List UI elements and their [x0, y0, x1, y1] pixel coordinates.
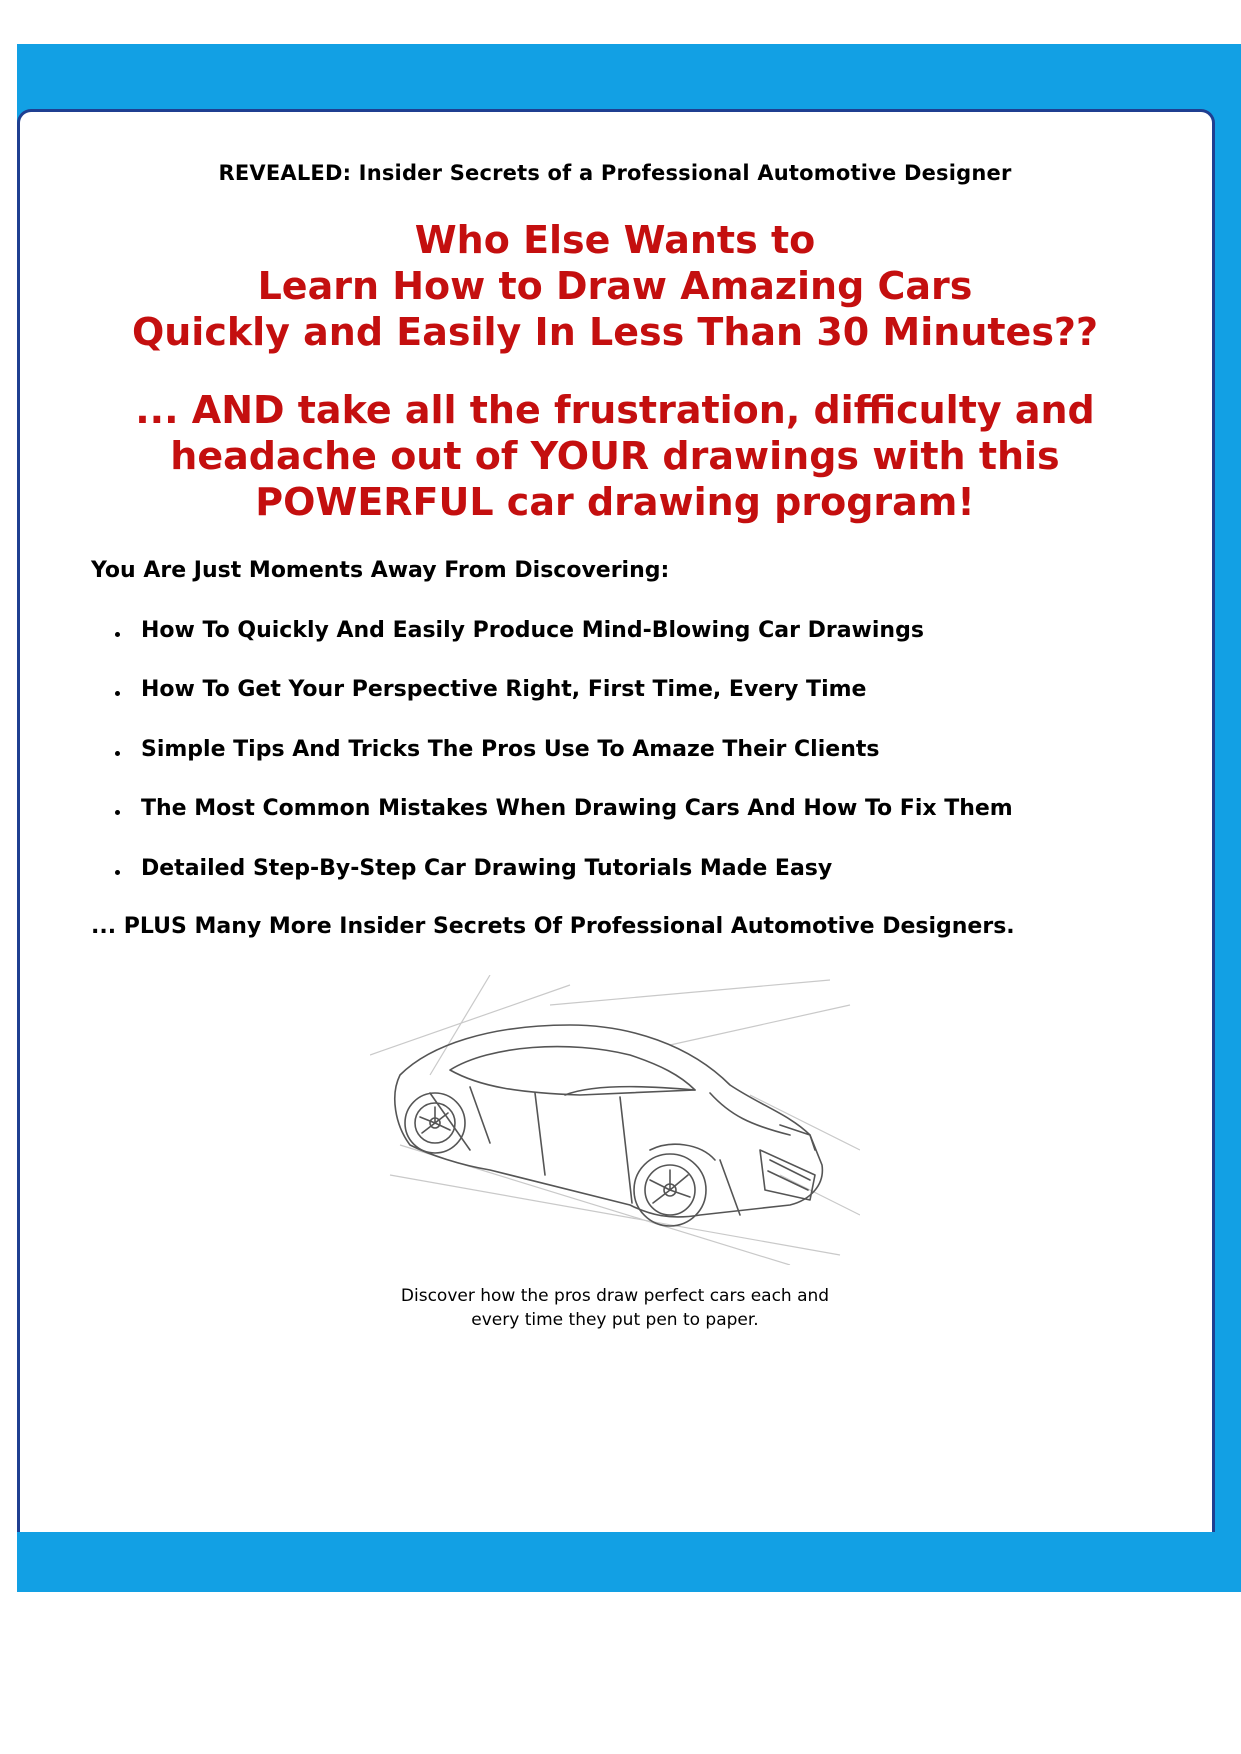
- subheadline: [0, 387, 1230, 525]
- caption-line-1: Discover how the pros draw perfect cars each and: [400, 1286, 830, 1306]
- bullet-dot-icon: [115, 691, 120, 696]
- list-item-text: How To Get Your Perspective Right, First Time, Every Time: [141, 677, 867, 702]
- list-item-text: The Most Common Mistakes When Drawing Cars And How To Fix Them: [141, 796, 1013, 821]
- list-item-text: Detailed Step-By-Step Car Drawing Tutorials Made Easy: [141, 856, 833, 881]
- bullet-dot-icon: [115, 632, 120, 637]
- list-item-text: Simple Tips And Tricks The Pros Use To Amaze Their Clients: [141, 737, 880, 762]
- list-item: [141, 796, 1013, 821]
- list-item: [141, 737, 879, 762]
- list-item-text: How To Quickly And Easily Produce Mind-Blowing Car Drawings: [141, 618, 924, 643]
- car-sketch-image: [370, 975, 860, 1265]
- headline-line-1: Who Else Wants to: [414, 218, 816, 262]
- headline-line-3: Quickly and Easily In Less Than 30 Minutes??: [131, 310, 1099, 354]
- blue-frame-bottom: [17, 1532, 1241, 1592]
- list-item: [141, 677, 866, 702]
- intro-line: You Are Just Moments Away From Discovering:: [91, 558, 670, 583]
- plus-line: ... PLUS Many More Insider Secrets Of Professional Automotive Designers.: [91, 914, 1015, 939]
- list-item: [141, 856, 832, 881]
- headline-line-2: Learn How to Draw Amazing Cars: [257, 264, 973, 308]
- subheadline-line-1: ... AND take all the frustration, difficulty and: [135, 388, 1095, 432]
- bullet-dot-icon: [115, 810, 120, 815]
- pre-headline: REVEALED: Insider Secrets of a Professional Automotive Designer: [218, 161, 1012, 185]
- subheadline-line-3: POWERFUL car drawing program!: [255, 480, 975, 524]
- caption-line-2: every time they put pen to paper.: [471, 1310, 759, 1330]
- bullet-dot-icon: [115, 870, 120, 875]
- headline: [0, 217, 1230, 355]
- bullet-dot-icon: [115, 751, 120, 756]
- list-item: [141, 618, 924, 643]
- subheadline-line-2: headache out of YOUR drawings with this: [170, 434, 1060, 478]
- image-caption: [0, 1284, 1230, 1332]
